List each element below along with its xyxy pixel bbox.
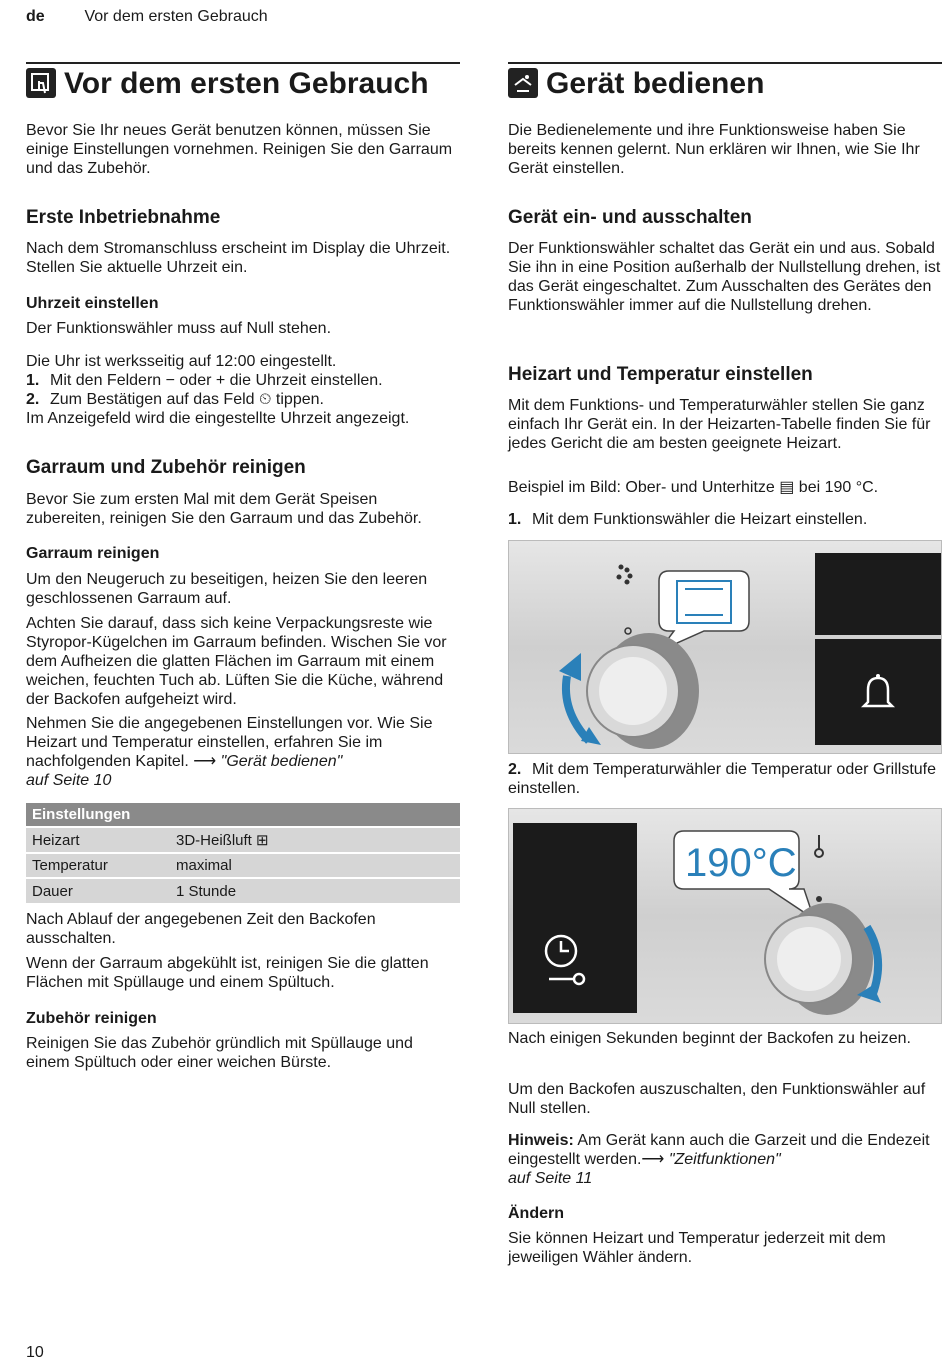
heating-step-1: 1. Mit dem Funktionswähler die Heizart einstellen.: [508, 511, 868, 528]
bell-icon: [860, 672, 896, 712]
header-title: Vor dem ersten Gebrauch: [84, 8, 268, 25]
subsection-title-change: Ändern: [508, 1205, 564, 1222]
chapter-heading-right: [508, 62, 942, 102]
cross-ref-arrow-icon: ⟶: [641, 1151, 665, 1168]
step-item: 1. Mit den Feldern − oder + die Uhrzeit einstellen.: [26, 372, 383, 389]
hint-label: Hinweis:: [508, 1132, 574, 1149]
section-title-cleaning: Garraum und Zubehör reinigen: [26, 457, 306, 478]
table-header: Einstellungen: [26, 803, 460, 827]
intro-text: Bevor Sie Ihr neues Gerät benutzen können, müssen Sie einige Einstellungen vornehmen. Reinigen Sie den Garraum und das Zubehör.: [26, 122, 453, 177]
first-use-text: Nach dem Stromanschluss erscheint im Display die Uhrzeit. Stellen Sie aktuelle Uhrzeit ein.: [26, 240, 451, 276]
table-row: Heizart 3D-Heißluft ⊞: [26, 827, 460, 853]
temperature-display: 190°C: [685, 841, 797, 885]
section-title-onoff: Gerät ein- und ausschalten: [508, 207, 752, 228]
section-title-first-use: Erste Inbetriebnahme: [26, 207, 221, 228]
settings-table: [26, 803, 460, 903]
oven-clean-p3: Nehmen Sie die angegebenen Einstellungen vor. Wie Sie Heizart und Temperatur einstellen, erfahren Sie im nachfolgenden Kapitel. ⟶ "Gerät bedienen" auf Seite 10: [26, 715, 433, 789]
onoff-text: Der Funktionswähler schaltet das Gerät ein und aus. Sobald Sie ihn in eine Position außerhalb der Nullstellung drehen, ist das Gerät eingeschaltet. Zum Ausschalten des Gerätes den Funktionswähler immer auf die Nullstellung drehen.: [508, 240, 941, 314]
table-row: Dauer 1 Stunde: [26, 878, 460, 903]
display-top-panel: [815, 553, 941, 635]
language-code: de: [26, 8, 45, 25]
clock-text: Der Funktionswähler muss auf Null stehen.: [26, 320, 332, 337]
oven-clean-p1: Um den Neugeruch zu beseitigen, heizen Sie den leeren geschlossenen Garraum auf.: [26, 571, 428, 607]
clock-default-text: Die Uhr ist werksseitig auf 12:00 eingestellt.: [26, 353, 337, 370]
clock-result-text: Im Anzeigefeld wird die eingestellte Uhrzeit angezeigt.: [26, 410, 410, 427]
cross-ref-arrow-icon: ⟶: [193, 753, 217, 770]
right-column: [508, 62, 942, 102]
heating-text: Mit dem Funktions- und Temperaturwähler stellen Sie ganz einfach Ihr Gerät ein. In der Heizarten-Tabelle finden Sie für jedes Gericht die am besten geeignete Heizart.: [508, 397, 931, 452]
oven-clean-p5: Wenn der Garraum abgekühlt ist, reinigen Sie die glatten Flächen mit Spüllauge und einem Spültuch.: [26, 955, 429, 991]
cross-ref-link[interactable]: "Zeitfunktionen": [668, 1151, 781, 1168]
bell-panel[interactable]: [815, 639, 941, 745]
hint-paragraph: Hinweis: Am Gerät kann auch die Garzeit und die Endezeit eingestellt werden.⟶ "Zeitfunktionen" auf Seite 11: [508, 1132, 930, 1187]
section-title-heating: Heizart und Temperatur einstellen: [508, 364, 813, 385]
chapter-title-operate: Gerät bedienen: [546, 67, 765, 100]
cross-ref-page: auf Seite 11: [508, 1170, 593, 1187]
subsection-title-oven-clean: Garraum reinigen: [26, 545, 160, 562]
change-text: Sie können Heizart und Temperatur jederzeit mit dem jeweiligen Wähler ändern.: [508, 1230, 886, 1266]
oven-clean-p4: Nach Ablauf der angegebenen Zeit den Backofen ausschalten.: [26, 911, 376, 947]
thermometer-icon: [815, 835, 823, 857]
cleaning-text: Bevor Sie zum ersten Mal mit dem Gerät Speisen zubereiten, reinigen Sie den Garraum und das Zubehör.: [26, 491, 422, 527]
cross-ref-link[interactable]: "Gerät bedienen": [220, 753, 343, 770]
left-column: [26, 62, 460, 102]
after-text-2: Um den Backofen auszuschalten, den Funktionswähler auf Null stellen.: [508, 1081, 926, 1117]
oven-clean-p2: Achten Sie darauf, dass sich keine Verpackungsreste wie Styropor-Kügelchen im Garraum befinden. Wischen Sie vor dem Aufheizen die glatten Flächen im Garraum mit einem weichen, feuchten Tuch ab. Lüften Sie die Küche, während der Backofen aufgeheizt wird.: [26, 615, 447, 708]
chapter-heading-left: [26, 62, 460, 102]
temperature-selector-illustration: [508, 808, 942, 1024]
operate-intro: Die Bedienelemente und ihre Funktionsweise haben Sie bereits kennen gelernt. Nun erklären wir Ihnen, wie Sie Ihr Gerät einstellen.: [508, 122, 920, 177]
after-text-1: Nach einigen Sekunden beginnt der Backofen zu heizen.: [508, 1030, 911, 1047]
subsection-title-accessory: Zubehör reinigen: [26, 1010, 157, 1027]
heating-step-2: 2. Mit dem Temperaturwähler die Temperatur oder Grillstufe einstellen.: [508, 761, 937, 797]
running-header: [26, 8, 268, 26]
table-row: Temperatur maximal: [26, 853, 460, 878]
chapter-title: Vor dem ersten Gebrauch: [64, 67, 429, 100]
cross-ref-page: auf Seite 10: [26, 772, 112, 789]
function-selector-illustration: [508, 540, 942, 754]
page-number: 10: [26, 1344, 44, 1361]
clock-steps: [26, 371, 460, 409]
accessory-text: Reinigen Sie das Zubehör gründlich mit Spüllauge und einem Spültuch oder einer weichen Bürste.: [26, 1035, 413, 1071]
heating-example: Beispiel im Bild: Ober- und Unterhitze ▤ bei 190 °C.: [508, 479, 879, 496]
step-item: 2. Zum Bestätigen auf das Feld ⏲ tippen.: [26, 391, 324, 408]
subsection-title-clock: Uhrzeit einstellen: [26, 295, 159, 312]
